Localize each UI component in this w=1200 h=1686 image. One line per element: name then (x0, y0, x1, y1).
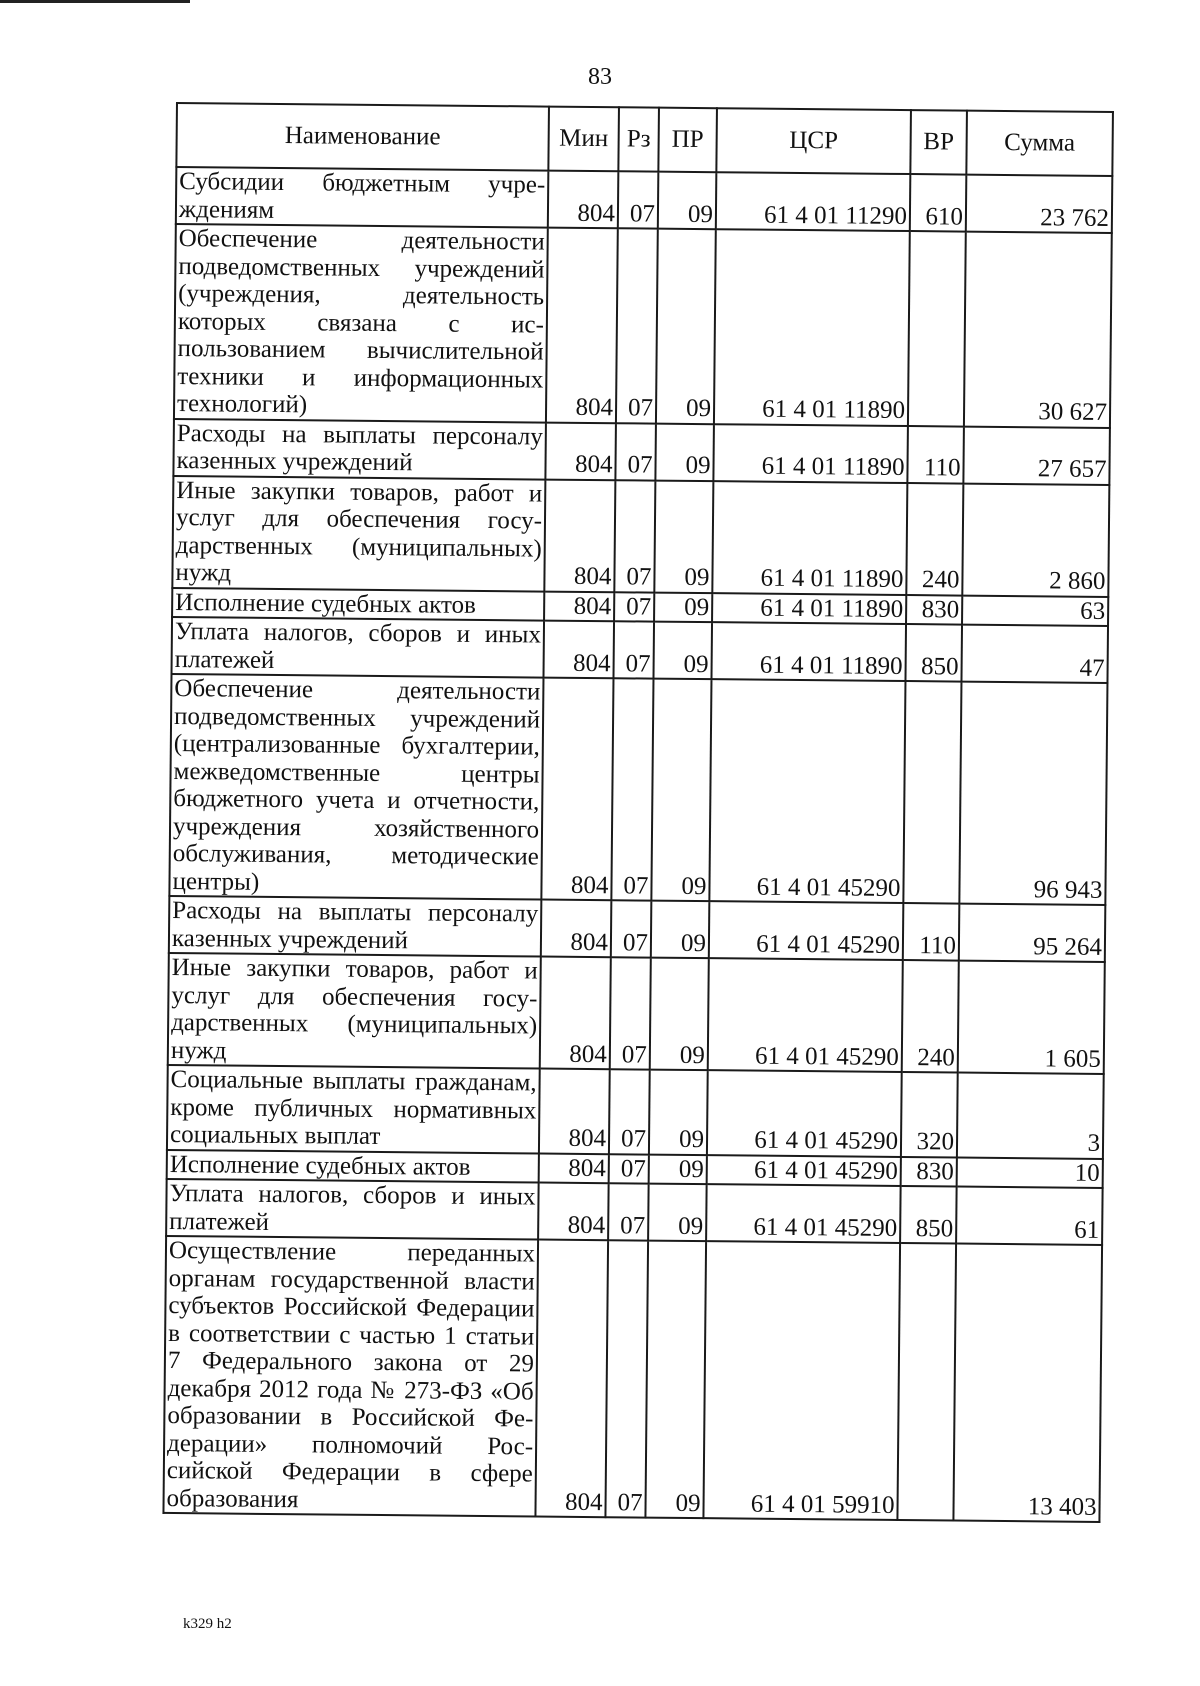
cell-min: 804 (539, 1153, 609, 1183)
cell-min: 804 (540, 957, 611, 1070)
cell-sum: 61 (956, 1187, 1103, 1245)
cell-vr: 850 (900, 1186, 957, 1244)
cell-min: 804 (544, 591, 614, 621)
cell-vr: 110 (907, 426, 964, 484)
cell-rz: 07 (613, 621, 654, 678)
cell-name: Обеспечение деятельности подведомственных учреждений (учреждения, деятельность которых связана с использованием вычислительной техники и информационных технологий) (174, 224, 548, 422)
table-row (176, 167, 1113, 233)
cell-name: Расходы на выплаты персоналу казенных учреждений (169, 896, 542, 957)
cell-sum: 13 403 (953, 1244, 1102, 1522)
cell-sum: 10 (957, 1157, 1103, 1188)
cell-csr: 61 4 01 59910 (703, 1241, 900, 1520)
table-row (172, 617, 1109, 683)
cell-csr: 61 4 01 11890 (713, 424, 908, 483)
cell-name: Исполнение судебных актов (167, 1149, 539, 1182)
cell-vr: 830 (906, 595, 962, 625)
cell-sum: 63 (962, 595, 1108, 626)
cell-pr: 09 (648, 1184, 707, 1242)
table-row (169, 674, 1107, 905)
page-number: 83 (588, 64, 612, 90)
cell-min: 804 (544, 479, 615, 592)
cell-vr: 240 (906, 483, 963, 596)
cell-pr: 09 (651, 679, 711, 902)
table-row (166, 1179, 1103, 1245)
table-row (163, 1236, 1102, 1522)
cell-csr: 61 4 01 45290 (707, 1155, 901, 1186)
cell-pr: 09 (656, 229, 716, 424)
cell-pr: 09 (658, 172, 717, 230)
header-sum: Сумма (966, 111, 1113, 176)
cell-sum: 96 943 (959, 682, 1107, 905)
cell-vr: 850 (905, 624, 962, 682)
cell-sum: 2 860 (962, 483, 1109, 596)
cell-pr: 09 (654, 592, 712, 622)
cell-pr: 09 (649, 1154, 707, 1184)
cell-csr: 61 4 01 11890 (711, 622, 906, 681)
cell-sum: 27 657 (963, 426, 1110, 484)
cell-name: Осуществление переданных органам государственной власти субъектов Российской Федерации в соответствии с частью 1 статьи 7 Федерального закона от 29 декабря 2012 года № 273-ФЗ «Об образовании в Российской Федерации» полномочий Российской Федерации в сфере образования (163, 1236, 538, 1517)
cell-rz: 07 (605, 1240, 648, 1517)
footer-code: k329 h2 (183, 1616, 232, 1632)
cell-vr: 110 (903, 903, 960, 961)
cell-vr (908, 231, 966, 426)
cell-name: Социальные выплаты гражданам, кроме публичных нормативных социальных выплат (167, 1065, 540, 1153)
cell-rz: 07 (611, 900, 652, 957)
cell-sum: 3 (957, 1073, 1104, 1159)
cell-csr: 61 4 01 45290 (709, 679, 905, 903)
cell-min: 804 (541, 900, 612, 958)
cell-rz: 07 (611, 678, 653, 900)
cell-pr: 09 (650, 958, 709, 1071)
cell-rz: 07 (610, 957, 651, 1069)
cell-min: 804 (546, 228, 618, 423)
cell-min: 804 (541, 678, 613, 901)
cell-rz: 07 (608, 1183, 649, 1240)
cell-name: Иные закупки товаров, работ и услуг для обеспечения государственных (муниципальных) нужд (172, 475, 545, 591)
cell-csr: 61 4 01 11890 (714, 229, 910, 425)
cell-rz: 07 (614, 592, 654, 622)
cell-min: 804 (538, 1183, 609, 1241)
cell-csr: 61 4 01 45290 (709, 901, 904, 960)
cell-rz: 07 (614, 480, 655, 592)
table-row (167, 1065, 1104, 1158)
cell-rz: 07 (618, 171, 659, 228)
cell-csr: 61 4 01 45290 (707, 1070, 902, 1156)
header-row (176, 103, 1113, 176)
table-row (168, 953, 1105, 1074)
cell-rz: 07 (616, 228, 658, 423)
cell-name: Обеспечение деятельности подведомственных учреждений (централизованные бухгалтерии, межведомственные центры бюджетного учета и отчетности, учреждения хозяйственного обслуживания, методические центры) (169, 674, 543, 900)
cell-pr: 09 (655, 423, 714, 481)
table-row (169, 896, 1106, 962)
cell-vr: 610 (910, 174, 967, 232)
table-row (173, 418, 1110, 484)
cell-pr: 09 (651, 901, 710, 959)
cell-vr (897, 1243, 956, 1521)
cell-min: 804 (545, 422, 616, 480)
cell-pr: 09 (649, 1070, 708, 1155)
cell-vr: 830 (901, 1157, 957, 1187)
cell-sum: 23 762 (966, 175, 1113, 233)
cell-sum: 1 605 (958, 961, 1105, 1074)
cell-rz: 07 (609, 1069, 650, 1154)
cell-name: Уплата налогов, сборов и иных платежей (166, 1179, 539, 1240)
cell-name: Субсидии бюджетным учреждениям (176, 167, 549, 228)
budget-table (162, 102, 1114, 1523)
cell-name: Иные закупки товаров, работ и услуг для обеспечения государственных (муниципальных) нужд (168, 953, 541, 1069)
cell-csr: 61 4 01 45290 (708, 958, 903, 1072)
cell-csr: 61 4 01 11890 (712, 481, 907, 595)
header-min: Мин (548, 107, 619, 172)
cell-pr: 09 (654, 480, 713, 593)
table-row (172, 475, 1109, 596)
cell-vr: 240 (902, 960, 959, 1073)
cell-name: Расходы на выплаты персоналу казенных учреждений (173, 418, 546, 479)
cell-sum: 95 264 (959, 904, 1106, 962)
cell-name: Исполнение судебных актов (172, 587, 544, 620)
header-vr: ВР (910, 110, 967, 175)
cell-rz: 07 (615, 423, 656, 480)
cell-sum: 30 627 (964, 232, 1112, 428)
table-row (174, 224, 1112, 427)
header-pr: ПР (658, 108, 717, 173)
cell-rz: 07 (609, 1154, 649, 1184)
cell-csr: 61 4 01 11290 (716, 172, 911, 231)
cell-pr: 09 (653, 622, 712, 680)
cell-min: 804 (535, 1240, 608, 1518)
cell-sum: 47 (961, 625, 1108, 683)
top-rule (0, 0, 190, 3)
cell-csr: 61 4 01 11890 (712, 593, 906, 624)
table-body (163, 167, 1112, 1522)
header-rz: Рз (618, 107, 659, 171)
header-csr: ЦСР (716, 108, 911, 174)
cell-pr: 09 (645, 1241, 706, 1519)
cell-name: Уплата налогов, сборов и иных платежей (172, 617, 545, 678)
cell-min: 804 (543, 621, 614, 679)
cell-csr: 61 4 01 45290 (706, 1184, 901, 1243)
header-name: Наименование (176, 103, 549, 171)
cell-min: 804 (539, 1069, 610, 1154)
cell-vr (903, 681, 961, 904)
cell-min: 804 (548, 171, 619, 229)
cell-vr: 320 (901, 1072, 958, 1157)
